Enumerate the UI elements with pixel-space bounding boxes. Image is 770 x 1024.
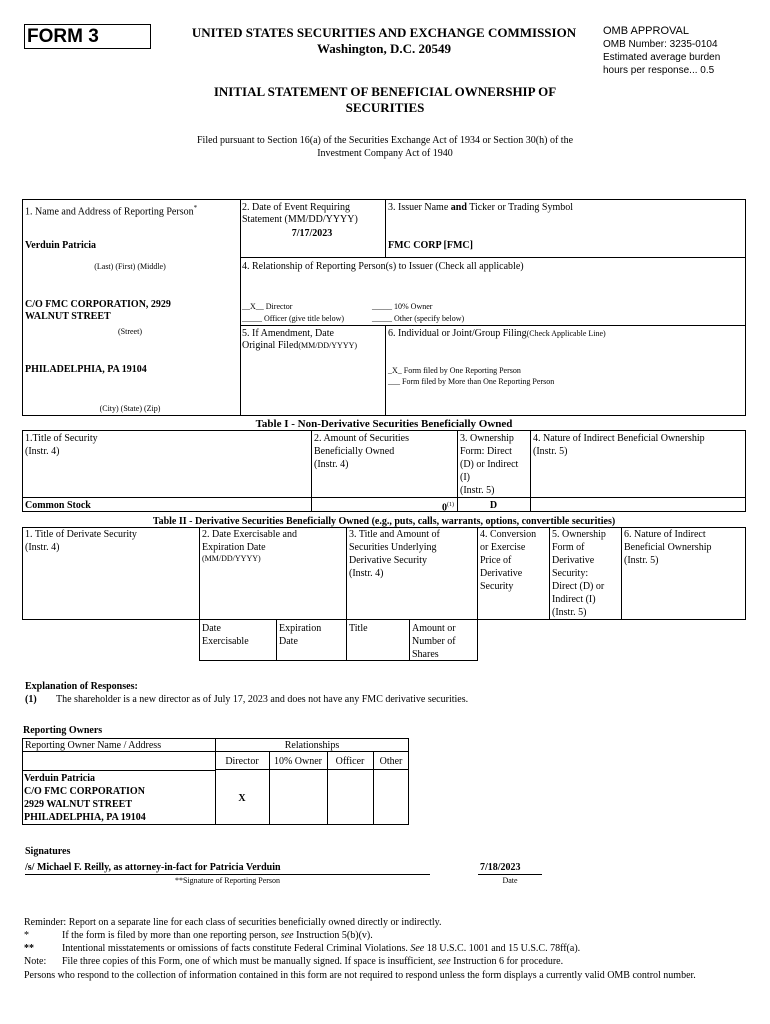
table1-row-amount <box>314 499 454 514</box>
table2-col5-line6: Indirect (I) <box>552 594 596 605</box>
table2-sub-expiration-date <box>279 622 321 648</box>
ten-percent-owner-checkbox[interactable]: _____ 10% Owner <box>372 302 433 311</box>
name-caption: (Last) (First) (Middle) <box>94 262 166 271</box>
table2-sub-amount <box>412 622 456 661</box>
table2-col6-line2: Beneficial Ownership <box>624 542 712 553</box>
owners-col-relationships: Relationships <box>284 740 340 751</box>
city-state-zip: PHILADELPHIA, PA 19104 <box>25 364 147 375</box>
table2-col6-header <box>624 528 711 567</box>
owner-line3: 2929 WALNUT STREET <box>24 799 132 810</box>
street-line2: WALNUT STREET <box>25 311 111 322</box>
sub-expiration-line2: Date <box>279 636 298 647</box>
table2-col3-header <box>349 528 440 580</box>
table2-col5-header <box>552 528 606 619</box>
table2-col4-line3: Price of <box>480 555 512 566</box>
star1-post: Instruction 5(b)(v). <box>293 930 373 941</box>
owner-line2: C/O FMC CORPORATION <box>24 786 145 797</box>
agency-location: Washington, D.C. 20549 <box>317 41 451 56</box>
table2-col5-line7: (Instr. 5) <box>552 607 587 618</box>
agency-name: UNITED STATES SECURITIES AND EXCHANGE COMMISSION <box>191 25 577 40</box>
table2-col3-line1: 3. Title and Amount of <box>349 529 440 540</box>
table1-col1-header <box>25 432 98 458</box>
table1-col2-header <box>314 432 409 471</box>
box3-label-pre: 3. Issuer Name <box>388 202 451 213</box>
table2-col5-line4: Security: <box>552 568 589 579</box>
reminder-text: Reminder: Report on a separate line for each class of securities beneficially owned directly or indirectly. <box>24 917 442 928</box>
star2-see: See <box>410 943 425 954</box>
director-checkbox[interactable]: __X__ Director <box>242 302 293 311</box>
footnote-star-text <box>62 930 373 942</box>
owners-col-name: Reporting Owner Name / Address <box>25 740 162 751</box>
star1-pre: If the form is filed by more than one reporting person, <box>62 930 281 941</box>
table2-col4-header <box>480 528 536 593</box>
table1-col2-line2: Beneficially Owned <box>314 446 395 457</box>
note-post: Instruction 6 for procedure. <box>450 956 564 967</box>
table1-col3-line4: (I) <box>460 472 470 483</box>
table2-col2-line1: 2. Date Exercisable and <box>202 529 297 540</box>
sub-expiration-line1: Expiration <box>279 623 322 634</box>
city-caption: (City) (State) (Zip) <box>99 404 161 413</box>
box3-label-post: Ticker or Trading Symbol <box>466 202 574 213</box>
table2-col2-header <box>202 528 297 564</box>
box1-label-mark: * <box>193 204 198 212</box>
owner-name-address <box>24 772 146 824</box>
table2-col1-line1: 1. Title of Derivate Security <box>25 529 137 540</box>
filed-pursuant-line2: Investment Company Act of 1940 <box>317 148 453 159</box>
table1-col1-line2: (Instr. 4) <box>25 446 60 457</box>
table1-col4-line1: 4. Nature of Indirect Beneficial Ownership <box>533 433 705 444</box>
table1-col3-line5: (Instr. 5) <box>460 485 495 496</box>
sub-amount-line2: Number of <box>412 636 456 647</box>
table2-col5-line5: Direct (D) or <box>552 581 605 592</box>
signature-date: 7/18/2023 <box>480 862 521 873</box>
form-label: FORM 3 <box>27 26 99 47</box>
explanation-heading: Explanation of Responses: <box>25 681 138 692</box>
table2-sub-title: Title <box>349 623 368 634</box>
omb-burden-line2: hours per response... 0.5 <box>603 65 715 76</box>
sub-exercisable-line2: Exercisable <box>202 636 249 647</box>
box2-label <box>242 202 358 226</box>
table1-title: Table I - Non-Derivative Securities Beneficially Owned <box>255 418 513 430</box>
sub-exercisable-line1: Date <box>202 623 221 634</box>
table1-col3-line3: (D) or Indirect <box>460 459 519 470</box>
signatures-heading: Signatures <box>25 846 71 857</box>
table2-col4-line4: Derivative <box>480 568 523 579</box>
owner-line1: Verduin Patricia <box>24 773 96 784</box>
table2-col3-line2: Securities Underlying <box>349 542 437 553</box>
omb-box <box>603 24 763 77</box>
owners-col-10pct: 10% Owner <box>273 756 323 767</box>
box5-label-small: (MM/DD/YYYY) <box>298 341 358 350</box>
star2-pre: Intentional misstatements or omissions of facts constitute Federal Criminal Violations. <box>62 943 411 954</box>
box2-label-line1: 2. Date of Event Requiring <box>242 202 351 213</box>
table1-col3-line1: 3. Ownership <box>460 433 514 444</box>
box6-label <box>388 328 606 340</box>
persons-who-respond: Persons who respond to the collection of information contained in this form are not required to respond unless the form displays a currently valid OMB control number. <box>24 970 696 981</box>
officer-checkbox[interactable]: _____ Officer (give title below) <box>242 314 345 323</box>
omb-number: OMB Number: 3235-0104 <box>603 39 718 50</box>
table2-col3-line4: (Instr. 4) <box>349 568 384 579</box>
box6-label-text: 6. Individual or Joint/Group Filing <box>388 328 527 339</box>
owners-col-officer: Officer <box>335 756 365 767</box>
table2-col6-line3: (Instr. 5) <box>624 555 659 566</box>
box6-label-small: (Check Applicable Line) <box>526 329 606 338</box>
signature-line: /s/ Michael F. Reilly, as attorney-in-fact for Patricia Verduin <box>25 862 281 873</box>
table2-col6-line1: 6. Nature of Indirect <box>624 529 706 540</box>
footnote-double-star-text <box>62 943 580 955</box>
note-label: Note: <box>24 956 47 967</box>
box5-label <box>242 328 357 352</box>
signature-caption: **Signature of Reporting Person <box>174 876 281 885</box>
table1-col1-line1: 1.Title of Security <box>25 433 98 444</box>
owners-col-director: Director <box>225 756 259 767</box>
table2-title: Table II - Derivative Securities Beneficially Owned (e.g., puts, calls, warrants, options, convertible securities) <box>152 516 616 527</box>
issuer-name: FMC CORP [FMC] <box>388 240 473 251</box>
omb-burden-line1: Estimated average burden <box>603 52 721 63</box>
box3-label-and: and <box>450 202 467 213</box>
box5-label-line1: 5. If Amendment, Date <box>242 328 334 339</box>
table2-col4-line1: 4. Conversion <box>480 529 537 540</box>
star2-post: 18 U.S.C. 1001 and 15 U.S.C. 78ff(a). <box>424 943 581 954</box>
other-checkbox[interactable]: _____ Other (specify below) <box>372 314 465 323</box>
table2-col1-header <box>25 528 137 554</box>
explanation-text: The shareholder is a new director as of July 17, 2023 and does not have any FMC derivative securities. <box>56 694 469 705</box>
box1-label <box>25 202 197 218</box>
table1-col2-line1: 2. Amount of Securities <box>314 433 409 444</box>
footnote-double-star: ** <box>24 943 34 954</box>
table2-col4-line2: or Exercise <box>480 542 526 553</box>
reporting-person-name: Verduin Patricia <box>25 240 97 251</box>
table2-col5-line1: 5. Ownership <box>552 529 606 540</box>
filed-by-more-persons[interactable]: ___ Form filed by More than One Reporting Person <box>388 377 555 386</box>
street-line1: C/O FMC CORPORATION, 2929 <box>25 299 171 310</box>
filed-pursuant-line1: Filed pursuant to Section 16(a) of the Securities Exchange Act of 1934 or Section 30(h) of the <box>196 135 574 146</box>
owner-director-mark: X <box>238 793 246 804</box>
signature-date-caption: Date <box>502 876 518 885</box>
form-title-line1: INITIAL STATEMENT OF BENEFICIAL OWNERSHIP OF <box>213 84 557 99</box>
table1-col4-header <box>533 432 705 458</box>
box2-label-line2: Statement (MM/DD/YYYY) <box>242 214 358 225</box>
event-date: 7/17/2023 <box>291 228 333 239</box>
table1-row-title: Common Stock <box>25 500 91 511</box>
note-text <box>62 956 563 968</box>
table1-col3-header <box>460 432 518 497</box>
table1-col2-line3: (Instr. 4) <box>314 459 349 470</box>
footnote-star: * <box>24 930 29 941</box>
form-title-line2: SECURITIES <box>345 100 425 115</box>
note-pre: File three copies of this Form, one of which must be manually signed. If space is insufficient, <box>62 956 438 967</box>
street-caption: (Street) <box>118 327 142 336</box>
note-see: see <box>437 956 451 967</box>
table2-sub-date-exercisable <box>202 622 249 648</box>
table2-col1-line2: (Instr. 4) <box>25 542 60 553</box>
table2-col2-small: (MM/DD/YYYY) <box>202 554 261 563</box>
sub-amount-line1: Amount or <box>412 623 456 634</box>
sub-amount-line3: Shares <box>412 649 439 660</box>
table1-row-amount-footnote[interactable]: (1) <box>447 502 454 508</box>
box5-label-line2: Original Filed <box>242 340 299 351</box>
table2-col2-line2: Expiration Date <box>202 542 266 553</box>
owners-col-other: Other <box>379 756 403 767</box>
omb-approval: OMB APPROVAL <box>603 25 689 37</box>
table2-col5-line3: Derivative <box>552 555 595 566</box>
table1-col3-line2: Form: Direct <box>460 446 512 457</box>
table2-col4-line5: Security <box>480 581 514 592</box>
explanation-num: (1) <box>25 694 37 705</box>
box1-label-text: 1. Name and Address of Reporting Person <box>25 206 194 218</box>
box3-label <box>388 202 573 214</box>
filed-by-one-person[interactable]: _X_ Form filed by One Reporting Person <box>388 366 521 375</box>
table2-col3-line3: Derivative Security <box>349 555 428 566</box>
table1-row-form: D <box>489 500 498 511</box>
box4-label: 4. Relationship of Reporting Person(s) to Issuer (Check all applicable) <box>242 261 524 272</box>
reporting-owners-heading: Reporting Owners <box>23 725 103 736</box>
table1-col4-line2: (Instr. 5) <box>533 446 568 457</box>
table1-row-amount-value: 0 <box>442 502 447 514</box>
table2-col5-line2: Form of <box>552 542 585 553</box>
owner-line4: PHILADELPHIA, PA 19104 <box>24 812 146 823</box>
star1-see: see <box>280 930 294 941</box>
